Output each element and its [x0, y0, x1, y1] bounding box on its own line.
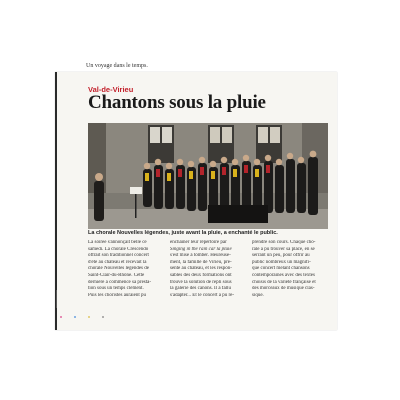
text-line: tion sous un temps clément.	[88, 286, 144, 292]
text-line: s'est mise à tomber. Heureuse-	[170, 253, 231, 259]
choir-photo-image	[88, 123, 328, 229]
text-line: s'adapter... Et le concert a pu re-	[170, 292, 235, 298]
previous-article-fragment: Un voyage dans le temps.	[86, 63, 148, 69]
text-line: La soirée s'annonçait belle ce	[88, 240, 147, 245]
choir-photo	[88, 123, 328, 229]
text-line: public nombreux un magnifi-	[252, 259, 311, 265]
scan-dot	[74, 316, 76, 318]
text-line: offrait son traditionnel concert	[88, 253, 149, 259]
article-headline: Chantons sous la pluie	[88, 92, 266, 113]
text-line: d'été au château et recevait la	[88, 259, 147, 265]
text-line: choisis de la variété française et	[252, 279, 316, 285]
scan-dot	[60, 316, 62, 318]
text-line: contemporaines avec des textes	[252, 272, 315, 278]
text-line: enchaîner leur répertoire par	[170, 240, 227, 245]
article-column	[170, 240, 246, 302]
text-line: rale a pu trouver sa place, en se	[252, 246, 315, 252]
article-column	[252, 240, 328, 302]
text-line: Singing in the rain car la pluie	[170, 246, 232, 252]
scan-dot	[102, 316, 104, 318]
text-line: sables des deux formations ont	[170, 272, 232, 278]
text-line: sique.	[252, 292, 264, 298]
text-line: prendre son cours. Chaque cho-	[252, 240, 316, 245]
text-line: sente au château, et les respon-	[170, 266, 232, 272]
text-line: Puis les choristes auraient pu	[88, 292, 147, 298]
article-column	[88, 240, 164, 302]
scan-dot	[88, 316, 90, 318]
text-line: des morceaux de musique clas-	[252, 286, 315, 292]
text-line: trouvé la solution de repli sous	[170, 279, 232, 285]
text-line: que concert mêlant chansons	[252, 266, 310, 272]
text-line: serrant un peu, pour offrir au	[252, 253, 310, 259]
text-line: dernière a commencé sa presta-	[88, 279, 152, 285]
photo-caption: La chorale Nouvelles légendes, juste avant la pluie, a enchanté le public.	[88, 230, 278, 236]
text-line: chorale Nouvelles légendes de	[88, 266, 149, 272]
text-line: ment, la famille de Virieu, pré-	[170, 259, 232, 265]
fold-mark	[56, 290, 57, 308]
text-line: Saint-Clair-du-Rhône. Cette	[88, 272, 145, 278]
article-body	[88, 240, 328, 302]
section-label: Val-de-Virieu	[88, 85, 134, 94]
text-line: samedi. La chorale Crescendo	[88, 246, 149, 252]
text-line: la galerie des canons. Il a fallu	[170, 286, 231, 292]
